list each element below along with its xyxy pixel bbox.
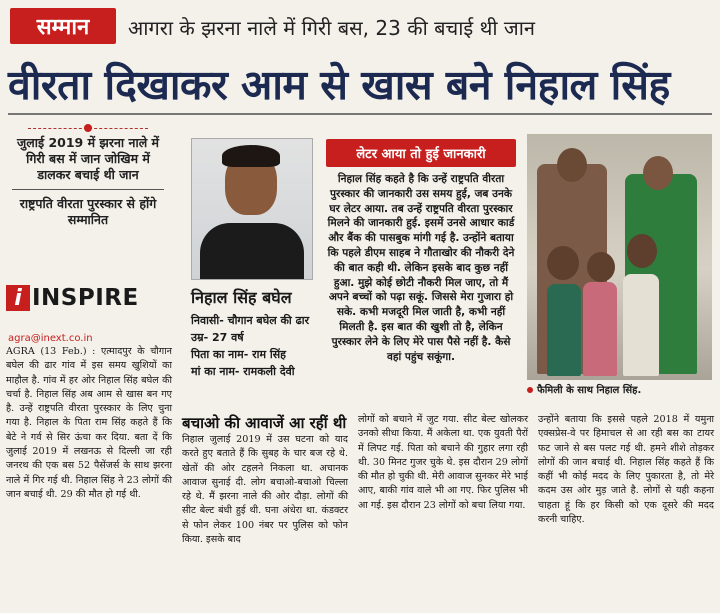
divider bbox=[12, 189, 164, 190]
story-column-3: उन्होंने बताया कि इससे पहले 2018 में यमुना एक्सप्रेस-वे पर हिमाचल से आ रही बस का टायर फट जाने से बस पलट गई थी. हमने शीशे तोड़कर लोगों की जान बचाई थी. निहाल सिंह कहते हैं कि कहीं भी कोई मदद के लिए पुकारता है, तो मेरे कदम उस ओर मुड़ जाते है. लोगों से यही कहना चाहता हूं कि हर किसी को एक दूसरे की मदद करनी चाहिए. bbox=[538, 414, 714, 526]
profile-age: उम्र- 27 वर्ष bbox=[191, 331, 244, 344]
kicker-line: आगरा के झरना नाले में गिरी बस, 23 की बचाई थी जान bbox=[128, 16, 536, 40]
family-photo-caption bbox=[527, 382, 712, 396]
letter-heading: लेटर आया तो हुई जानकारी bbox=[326, 139, 516, 167]
story-subhead: बचाओ की आवाजें आ रहीं थी bbox=[182, 414, 347, 432]
profile-mother: मां का नाम- रामकली देवी bbox=[191, 365, 295, 378]
decorative-divider bbox=[28, 128, 148, 129]
intro-text: AGRA (13 Feb.) : एत्मादपुर के चौगान बघेल की ढार गांव में इस समय खुशियों का माहौल है. गांव में हर ओर निहाल सिंह बघेल की चर्चा है. निहाल सिंह अब आम से खास बन गए है. उन्हें राष्ट्रपति वीरता पुरस्कार के लिए चुना गया है. निहाल के पिता राम सिंह कहते हैं कि बेटे ने गर्व से सिर ऊंचा कर दिया. बता दें कि जुलाई 2019 में लखनऊ से दिल्ली जा रही जनरथ की एक बस 52 पैसेंजर्स के साथ झरना नाले में गिर गई थी. निहाल सिंह ने 23 लोगों की जान बचाई थी. 29 की मौत हो गई थी. bbox=[6, 346, 172, 500]
profile-name: निहाल सिंह बघेल bbox=[191, 288, 292, 307]
inspire-logo bbox=[6, 284, 166, 312]
inspire-logo-mark: i bbox=[6, 285, 30, 311]
headline: वीरता दिखाकर आम से खास बने निहाल सिंह bbox=[8, 61, 670, 109]
divider bbox=[8, 113, 712, 115]
section-tag: सम्मान bbox=[10, 8, 116, 44]
inspire-logo-text: INSPIRE bbox=[32, 285, 139, 311]
sidebar-blurb-2: राष्ट्रपति वीरता पुरस्कार से होंगे सम्मानित bbox=[19, 196, 157, 227]
story-column-2: लोगों को बचाने में जुट गया. सीट बेल्ट खोलकर उनको सीधा किया. मैं अकेला था. एक युवती पैरों में लिपट गई. पिता को बचाने की गुहार लगा रही थी. 30 मिनट गुजर चुके थे. इस दौरान 29 लोगों की मौत हो चुकी थी. मेरी आवाज सुनकर मेरे भाई आए, बाकी गांव वाले भी आ गए. फिर पुलिस भी आ गई. इस दौरान 23 लोगों को बचा लिया गया. bbox=[358, 414, 528, 511]
family-caption-text: फैमिली के साथ निहाल सिंह. bbox=[537, 385, 642, 396]
profile-caption bbox=[191, 286, 341, 381]
sidebar-blurb bbox=[8, 122, 168, 228]
bullet-icon bbox=[527, 387, 533, 393]
nihal-portrait bbox=[191, 138, 313, 280]
sidebar-blurb-1: जुलाई 2019 में झरना नाले में गिरी बस में जान जोखिम में डालकर बचाई थी जान bbox=[16, 135, 159, 182]
email-address: agra@inext.co.in bbox=[8, 333, 93, 344]
letter-text: निहाल सिंह कहते है कि उन्हें राष्ट्रपति वीरता पुरस्कार की जानकारी उस समय हुई, जब उनके घर लेटर आया. तब उन्हें राष्ट्रपति वीरता पुरस्कार मिलने की जानकारी हुई. इसमें उनसे आधार कार्ड और बैंक की पासबुक मांगी गई है. उन्होंने बताया कि पहले डीएम साहब ने गौताखोर की नौकरी देने की बात कही थी. लेकिन इसके बाद कुछ नहीं हुआ. मुझे कोई छोटी नौकरी मिल जाए, तो मैं अपने बच्चों को पढ़ा सकूं. जिससे मेरा गुजारा हो सके. कभी मजदूरी मिल जाती है, कभी नहीं मिलती है. इस बात की खुशी तो है, लेकिन पुरस्कार लेने के लिए मेरे पास पैसे नहीं है. कैसे वहां पहुंच सकूंगा. bbox=[327, 173, 515, 363]
profile-residence: निवासी- चौगान बघेल की ढार bbox=[191, 314, 310, 327]
family-photo bbox=[527, 134, 712, 380]
profile-father: पिता का नाम- राम सिंह bbox=[191, 348, 286, 361]
story-column-1: निहाल जुलाई 2019 में उस घटना को याद करते हुए बताते हैं कि सुबह के चार बज रहे थे. खेतों की ओर टहलने निकला था. अचानक आवाज सुनाई दी. लोग बचाओ-बचाओ चिल्ला रहे थे. मैं झरना नाले की ओर दौड़ा. लोगों की सीट बेल्ट बंधी हुई थी. घना अंधेरा था. कंडक्टर से फोन लेकर 100 नंबर पर पुलिस को फोन किया. इसके बाद bbox=[182, 434, 348, 546]
